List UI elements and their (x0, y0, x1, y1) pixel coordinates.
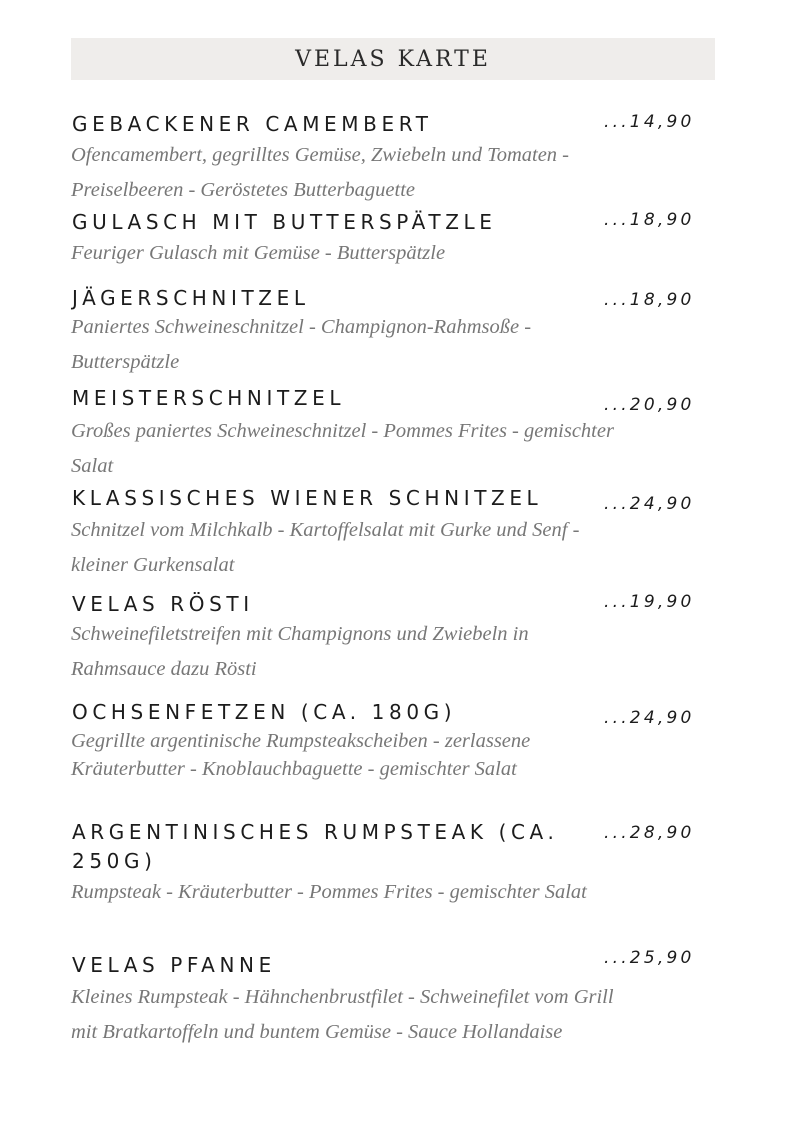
menu-item-price: ...18,90 (604, 290, 695, 310)
menu-item-description: Ofencamembert, gegrilltes Gemüse, Zwiebeln und Tomaten - Preiselbeeren - Geröstetes Butterbaguette (71, 144, 570, 201)
menu-item-name: GULASCH MIT BUTTERSPÄTZLE (72, 210, 497, 234)
menu-item-description: Gegrillte argentinische Rumpsteakscheiben - zerlassene Kräuterbutter - Knoblauchbaguette - gemischter Salat (71, 730, 531, 780)
page-title: VELAS KARTE (295, 46, 491, 72)
menu-item-price: ...14,90 (604, 112, 695, 132)
menu-item-name: MEISTERSCHNITZEL (72, 386, 346, 410)
menu-item-price: ...24,90 (604, 494, 695, 514)
menu-item-price: ...18,90 (604, 210, 695, 230)
menu-item-description: Schnitzel vom Milchkalb - Kartoffelsalat mit Gurke und Senf - kleiner Gurkensalat (71, 519, 580, 576)
menu-item-description: Schweinefiletstreifen mit Champignons und Zwiebeln in Rahmsauce dazu Rösti (71, 623, 529, 680)
menu-item-name: GEBACKENER CAMEMBERT (72, 112, 433, 136)
menu-item-description: Kleines Rumpsteak - Hähnchenbrustfilet - Schweinefilet vom Grill mit Bratkartoffeln und buntem Gemüse - Sauce Hollandaise (71, 986, 614, 1043)
menu-item-description: Rumpsteak - Kräuterbutter - Pommes Frites - gemischter Salat (71, 881, 587, 903)
menu-item-name: ARGENTINISCHES RUMPSTEAK (CA. 250G) (72, 820, 559, 873)
menu-item-price: ...20,90 (604, 395, 695, 415)
menu-item-name: KLASSISCHES WIENER SCHNITZEL (72, 486, 543, 510)
menu-item-name: VELAS RÖSTI (72, 592, 254, 616)
menu-item-price: ...24,90 (604, 708, 695, 728)
menu-item-name: VELAS PFANNE (72, 953, 276, 977)
menu-item-description: Paniertes Schweineschnitzel - Champignon-Rahmsoße - Butterspätzle (71, 316, 532, 373)
menu-item-description: Feuriger Gulasch mit Gemüse - Butterspätzle (71, 242, 446, 264)
menu-item-name: OCHSENFETZEN (CA. 180G) (72, 700, 457, 724)
title-band (71, 38, 715, 80)
menu-item-price: ...28,90 (604, 823, 695, 843)
menu-item-price: ...25,90 (604, 948, 695, 968)
menu-item-description: Großes paniertes Schweineschnitzel - Pommes Frites - gemischter Salat (71, 420, 614, 477)
menu-item-price: ...19,90 (604, 592, 695, 612)
menu-item-name: JÄGERSCHNITZEL (72, 286, 310, 310)
